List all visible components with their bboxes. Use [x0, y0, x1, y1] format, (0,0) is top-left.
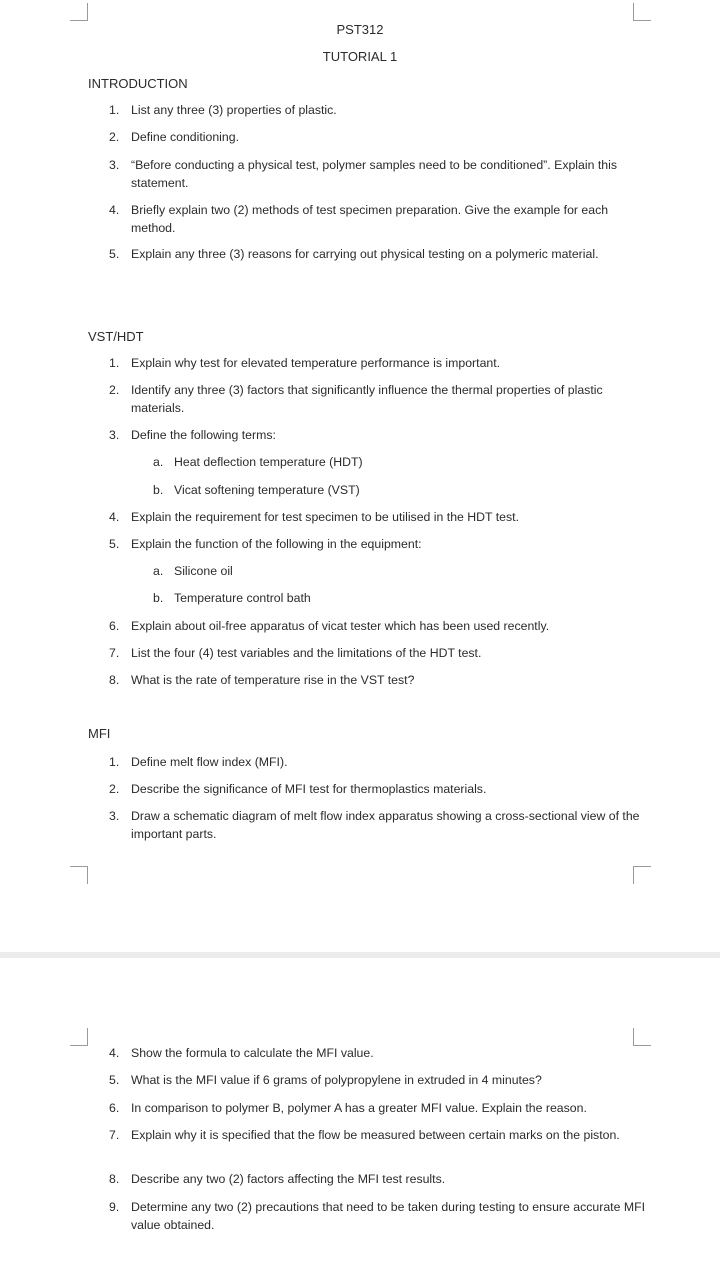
- list-item: 9. Determine any two (2) precautions that need to be taken during testing to ensure accurate MFI value obtained.: [109, 1200, 646, 1232]
- page-corner-mark: [633, 1028, 651, 1046]
- page-corner-mark: [70, 866, 88, 884]
- list-item: 1. Explain why test for elevated temperature performance is important.: [109, 356, 501, 370]
- list-item: 4. Show the formula to calculate the MFI value.: [109, 1046, 374, 1060]
- list-item: 7. List the four (4) test variables and the limitations of the HDT test.: [109, 646, 482, 660]
- page-corner-mark: [633, 3, 651, 21]
- sub-list-item: a. Silicone oil: [153, 564, 233, 578]
- section-heading-vst-hdt: VST/HDT: [88, 329, 144, 344]
- list-item: 5. Explain the function of the following in the equipment:: [109, 537, 422, 551]
- list-item: 1. List any three (3) properties of plastic.: [109, 103, 337, 117]
- list-item: 5. What is the MFI value if 6 grams of polypropylene in extruded in 4 minutes?: [109, 1073, 542, 1087]
- list-item: 8. Describe any two (2) factors affecting the MFI test results.: [109, 1172, 446, 1186]
- document-title: TUTORIAL 1: [322, 49, 398, 64]
- list-item: 6. Explain about oil-free apparatus of vicat tester which has been used recently.: [109, 619, 550, 633]
- document-page-2: [0, 958, 720, 1272]
- list-item: 6. In comparison to polymer B, polymer A has a greater MFI value. Explain the reason.: [109, 1101, 587, 1115]
- list-item: 8. What is the rate of temperature rise in the VST test?: [109, 673, 415, 687]
- section-heading-introduction: INTRODUCTION: [88, 76, 188, 91]
- sub-list-item: b. Vicat softening temperature (VST): [153, 483, 360, 497]
- page-corner-mark: [70, 3, 88, 21]
- list-item: 2. Identify any three (3) factors that significantly influence the thermal properties of plastic materials.: [109, 383, 603, 415]
- sub-list-item: a. Heat deflection temperature (HDT): [153, 455, 363, 469]
- section-heading-mfi: MFI: [88, 726, 111, 741]
- list-item: 2. Define conditioning.: [109, 130, 240, 144]
- list-item: 3. “Before conducting a physical test, polymer samples need to be conditioned”. Explain this statement.: [109, 158, 617, 190]
- course-code: PST312: [336, 22, 384, 37]
- sub-list-item: b. Temperature control bath: [153, 591, 311, 605]
- list-item: 1. Define melt flow index (MFI).: [109, 755, 288, 769]
- page-corner-mark: [70, 1028, 88, 1046]
- list-item: 4. Briefly explain two (2) methods of test specimen preparation. Give the example for each method.: [109, 203, 609, 235]
- list-item: 5. Explain any three (3) reasons for carrying out physical testing on a polymeric material.: [109, 247, 599, 261]
- list-item: 4. Explain the requirement for test specimen to be utilised in the HDT test.: [109, 510, 520, 524]
- list-item: 3. Draw a schematic diagram of melt flow index apparatus showing a cross-sectional view of the important parts.: [109, 809, 640, 841]
- page-corner-mark: [633, 866, 651, 884]
- list-item: 2. Describe the significance of MFI test for thermoplastics materials.: [109, 782, 487, 796]
- list-item: 7. Explain why it is specified that the flow be measured between certain marks on the piston.: [109, 1128, 620, 1142]
- list-item: 3. Define the following terms:: [109, 428, 276, 442]
